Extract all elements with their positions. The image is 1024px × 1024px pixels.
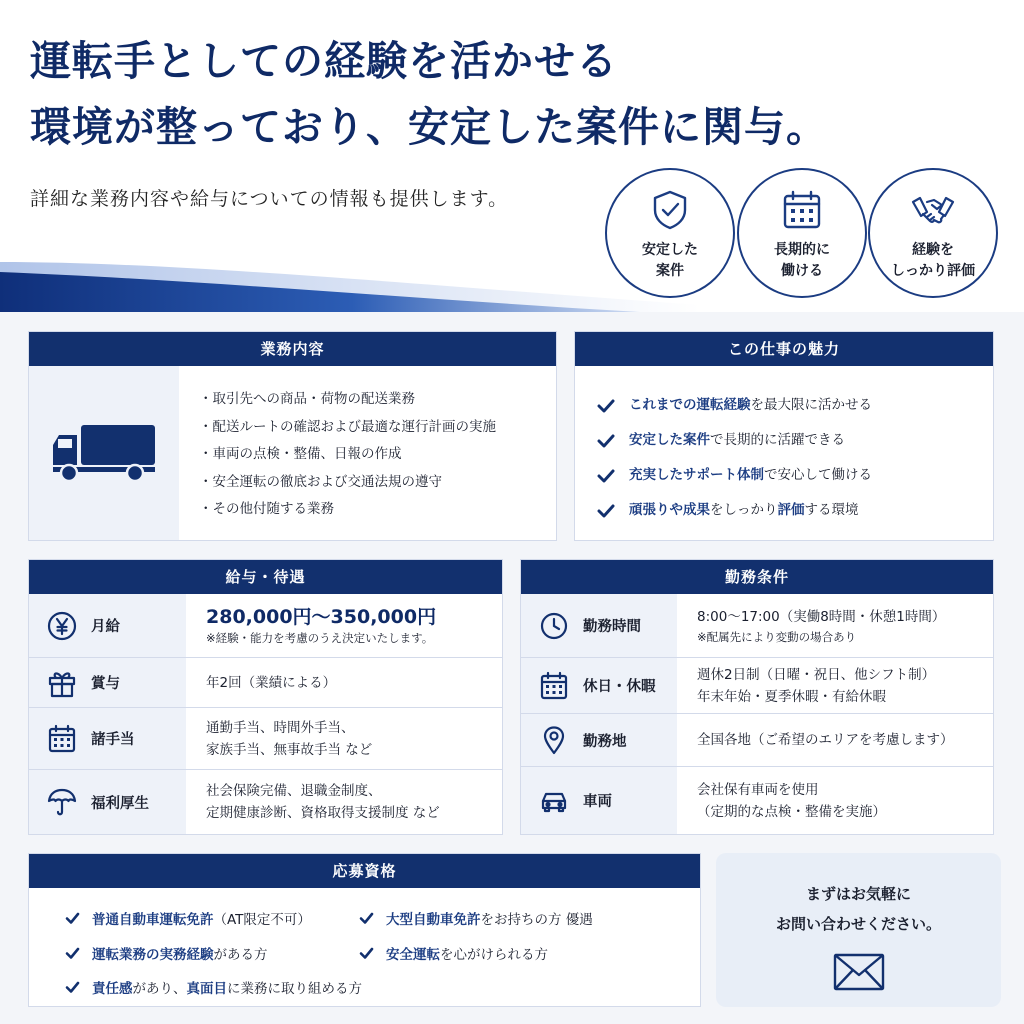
row-label [29, 594, 186, 657]
label-text: 諸手当 [91, 732, 135, 748]
table-row [521, 713, 993, 766]
check-icon [597, 502, 615, 520]
list-item: ・安全運転の徹底および交通法規の遵守 [199, 473, 442, 490]
check-icon [359, 946, 374, 961]
list-item [597, 388, 993, 423]
highlight-text: 普通自動車運転免許 [92, 912, 214, 928]
item-text: で長期的に活躍できる [710, 432, 845, 448]
row-label [29, 708, 186, 769]
handshake-icon [911, 188, 955, 232]
badge-label [891, 240, 975, 282]
list-item [65, 943, 268, 963]
headline [30, 28, 828, 160]
list-item [597, 493, 993, 528]
umbrella-icon [47, 787, 77, 817]
check-icon [597, 467, 615, 485]
row-label [29, 770, 186, 834]
clock-icon [539, 611, 569, 641]
salary-note: ※経験・能力を考慮のうえ決定いたします。 [206, 630, 434, 645]
contact-callout[interactable] [716, 853, 1001, 1007]
check-icon [359, 911, 374, 926]
value-note: ※配属先により変動の場合あり [697, 629, 857, 644]
check-icon [65, 911, 80, 926]
value-text: 社会保険完備、退職金制度、 [206, 783, 382, 799]
list-item [597, 423, 993, 458]
list-item: ・その他付随する業務 [199, 501, 334, 517]
highlight-text: 頑張りや成果 [629, 502, 710, 518]
check-icon [597, 397, 615, 415]
value-text: 年末年始・夏季休暇・有給休暇 [697, 688, 886, 705]
value-text: 会社保有車両を使用 [697, 781, 819, 798]
label-text: 車両 [583, 794, 612, 810]
item-text: があり、 [132, 981, 187, 997]
badge-stable-projects [605, 168, 735, 298]
highlight-text: 安定した案件 [629, 432, 710, 448]
value-text: 週休2日制（日曜・祝日、他シフト制） [697, 666, 936, 683]
list-item: ・車両の点検・整備、日報の作成 [199, 446, 402, 462]
badge-long-term [737, 168, 867, 298]
table-row [29, 657, 502, 707]
list-item [65, 908, 311, 928]
list-item: ・取引先への商品・荷物の配送業務 [199, 391, 415, 407]
panel-job-duties [28, 331, 557, 541]
badge-label-text: 経験を しっかり評価 [891, 242, 975, 279]
row-label [29, 658, 186, 707]
value-text: 8:00〜17:00（実働8時間・休憩1時間） [697, 608, 946, 625]
label-text: 福利厚生 [91, 795, 149, 812]
panel-work-conditions [520, 559, 994, 835]
panel-title: 給与・待遇 [29, 560, 502, 594]
headline-line-1: 運転手としての経験を活かせる [30, 37, 618, 85]
row-value [186, 708, 502, 769]
salary-table [29, 594, 502, 834]
row-value [186, 658, 502, 707]
check-icon [65, 946, 80, 961]
hero-section [0, 0, 1024, 312]
row-value [677, 714, 993, 766]
list-item [597, 458, 993, 493]
item-text: を心がけられる方 [440, 947, 548, 963]
truck-icon [51, 423, 157, 483]
panel-title: この仕事の魅力 [575, 332, 993, 366]
value-text: 家族手当、無事故手当 など [206, 741, 373, 758]
table-row [521, 594, 993, 657]
list-item [359, 908, 593, 928]
label-text: 休日・休暇 [583, 679, 656, 695]
highlight-text: 大型自動車免許 [386, 912, 481, 928]
shield-check-icon [648, 188, 692, 232]
panel-job-appeal [574, 331, 994, 541]
item-text: で安心して働ける [764, 467, 872, 483]
panel-requirements [28, 853, 701, 1007]
row-label [521, 714, 677, 766]
list-item [65, 977, 362, 997]
table-row [521, 766, 993, 834]
item-text: （AT限定不可） [213, 912, 311, 928]
value-text: 定期健康診断、資格取得支援制度 など [206, 805, 440, 821]
contact-text: まずはお気軽に お問い合わせください。 [775, 885, 941, 933]
label-text: 勤務時間 [583, 619, 641, 635]
truck-illustration [29, 366, 179, 540]
highlight-text: 安全運転 [386, 947, 440, 963]
row-value [677, 658, 993, 713]
item-text: する環境 [804, 502, 859, 518]
value-text: 年2回（業績による） [206, 674, 337, 691]
subline: 詳細な業務内容や給与についての情報も提供します。 [30, 188, 509, 210]
check-icon [65, 980, 80, 995]
row-value [186, 770, 502, 834]
salary-amount: 280,000円〜350,000円 [206, 605, 437, 628]
highlight-text: 運転業務の実務経験 [92, 947, 214, 963]
item-text: をしっかり [710, 502, 778, 518]
value-text: 全国各地（ご希望のエリアを考慮します） [697, 732, 954, 748]
location-pin-icon [539, 725, 569, 755]
list-item [359, 943, 548, 963]
panel-title: 応募資格 [29, 854, 700, 888]
appeal-list [575, 366, 993, 528]
car-icon [539, 786, 569, 816]
highlight-text: 真面目 [186, 981, 227, 997]
badge-experience-evaluated [868, 168, 998, 298]
label-text: 月給 [91, 619, 120, 635]
calendar-icon [780, 188, 824, 232]
row-value [186, 594, 502, 657]
mail-icon[interactable] [833, 953, 885, 991]
table-row [29, 707, 502, 769]
label-text: 賞与 [91, 676, 120, 692]
panel-salary-benefits [28, 559, 503, 835]
row-label [521, 594, 677, 657]
yen-icon [47, 611, 77, 641]
highlight-text: 評価 [777, 502, 805, 518]
panel-title: 業務内容 [29, 332, 556, 366]
item-text: を最大限に活かせる [750, 397, 872, 413]
row-label [521, 658, 677, 713]
calendar-icon [539, 671, 569, 701]
list-item: ・配送ルートの確認および最適な運行計画の実施 [199, 418, 496, 435]
highlight-text: これまでの運転経験 [629, 397, 751, 413]
headline-line-2: 環境が整っており、安定した案件に関与。 [30, 103, 828, 151]
item-text: に業務に取り組める方 [227, 981, 362, 997]
label-text: 勤務地 [583, 733, 627, 750]
conditions-table [521, 594, 993, 834]
highlight-text: 充実したサポート体制 [629, 467, 764, 483]
row-value [677, 767, 993, 834]
panel-title: 勤務条件 [521, 560, 993, 594]
table-row [29, 594, 502, 657]
row-label [521, 767, 677, 834]
calendar-icon [47, 724, 77, 754]
requirements-list [29, 888, 700, 1022]
check-icon [597, 432, 615, 450]
item-text: がある方 [213, 947, 268, 963]
table-row [29, 769, 502, 834]
item-text: をお持ちの方 優遇 [480, 912, 593, 928]
badge-label: 安定した 案件 [642, 242, 698, 279]
badge-label: 長期的に 働ける [774, 242, 830, 279]
gift-icon [47, 668, 77, 698]
duties-list [179, 366, 496, 540]
row-value [677, 594, 993, 657]
value-text: 通勤手当、時間外手当、 [206, 719, 355, 736]
value-text: （定期的な点検・整備を実施） [697, 803, 886, 820]
highlight-text: 責任感 [92, 981, 133, 997]
table-row [521, 657, 993, 713]
